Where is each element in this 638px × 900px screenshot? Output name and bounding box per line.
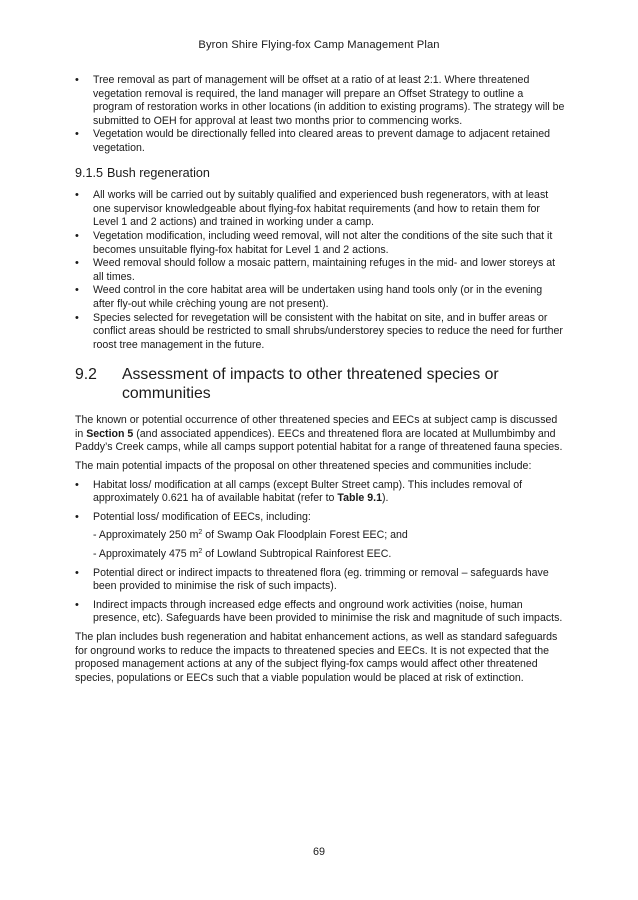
- section-heading-9-1-5: [75, 167, 565, 181]
- section-title: Bush regeneration: [107, 165, 210, 180]
- section-number: 9.2: [75, 366, 97, 384]
- paragraph: The plan includes bush regeneration and habitat enhancement actions, as well as standard safeguards for onground works to reduce the impacts to threatened species and EECs. It is not expected that the proposed management actions at any of the subject flying-fox camps would affect other threatened species, populations or EECs such that a viable population would be placed at risk of extinction.: [75, 631, 558, 684]
- section-number: 9.1.5: [75, 165, 104, 180]
- superscript: 2: [198, 529, 203, 537]
- paragraph: [75, 414, 565, 455]
- text-run: - Approximately 250 m: [93, 529, 199, 542]
- text-run: (and associated appendices). EECs and threatened flora are located at Mullumbimby and Paddy’s Creek camps, while all camps support potential habitat for a range of threatened fauna species.: [75, 427, 563, 454]
- bullet-item: • Vegetation would be directionally felled into cleared areas to prevent damage to adjacent retained vegetation.: [75, 128, 565, 155]
- impacts-bullet-list: [75, 479, 565, 525]
- bullet-item: • All works will be carried out by suitably qualified and experienced bush regenerators, with at least one supervisor knowledgeable about flying-fox habitat requirements (and how to retain them for Level 1 and 2 actions) and trained in working under a camp.: [75, 189, 565, 230]
- table-reference: Table 9.1: [337, 492, 382, 505]
- bullet-item: • Potential loss/ modification of EECs, including:: [75, 511, 565, 525]
- bullet-item: • Species selected for revegetation will be consistent with the habitat on site, and in buffer areas or conflict areas should be restricted to small shrubs/understorey species to reduce the need for further roost tree management in the future.: [75, 312, 565, 353]
- running-header: Byron Shire Flying-fox Camp Management Plan: [198, 39, 440, 51]
- bullet-item: [75, 479, 565, 506]
- section-reference: Section 5: [86, 427, 134, 440]
- text-run: ).: [381, 492, 389, 505]
- text-run: of Swamp Oak Floodplain Forest EEC; and: [202, 529, 408, 542]
- text-run: The known or potential occurrence of other threatened species and EECs at subject camp is discussed in: [75, 414, 558, 440]
- bullet-item: • Vegetation modification, including weed removal, will not alter the conditions of the site such that it becomes unsuitable flying-fox habitat for Level 1 and 2 actions.: [75, 230, 565, 257]
- bullet-item: • Potential direct or indirect impacts to threatened flora (eg. trimming or removal – safeguards have been provided to minimise the risk of such impacts).: [75, 567, 565, 594]
- bullet-item: • Tree removal as part of management will be offset at a ratio of at least 2:1. Where threatened vegetation removal is required, the land manager will prepare an Offset Strategy to outline a program of restoration works in other locations (in addition to existing programs). The strategy will be submitted to OEH for approval at least two months prior to commencing works.: [75, 74, 565, 128]
- page-number: 69: [312, 846, 325, 858]
- sub-item: [75, 529, 565, 543]
- section-heading-9-2: [75, 365, 565, 403]
- text-run: of Lowland Subtropical Rainforest EEC.: [202, 548, 392, 561]
- bush-regeneration-bullet-list: [75, 189, 565, 352]
- impacts-bullet-list-continued: [75, 567, 565, 626]
- page-content: [75, 74, 565, 690]
- bullet-item: • Weed removal should follow a mosaic pattern, maintaining refuges in the mid- and lower storeys at all times.: [75, 257, 565, 284]
- paragraph: The main potential impacts of the proposal on other threatened species and communities include:: [75, 460, 532, 473]
- text-run: Habitat loss/ modification at all camps (except Bulter Street camp). This includes removal of approximately 0.621 ha of available habitat (refer to: [93, 478, 523, 505]
- section-title: Assessment of impacts to other threatened species or communities: [122, 366, 499, 403]
- sub-item: [75, 548, 565, 562]
- bullet-item: • Weed control in the core habitat area will be undertaken using hand tools only (or in the evening after fly-out while crèching young are not present).: [75, 284, 565, 311]
- offset-bullet-list: [75, 74, 565, 156]
- text-run: - Approximately 475 m: [93, 548, 199, 561]
- superscript: 2: [198, 548, 203, 556]
- bullet-item: • Indirect impacts through increased edge effects and onground work activities (noise, human presence, etc). Safeguards have been provided to minimise the risk and magnitude of such impacts.: [75, 599, 565, 626]
